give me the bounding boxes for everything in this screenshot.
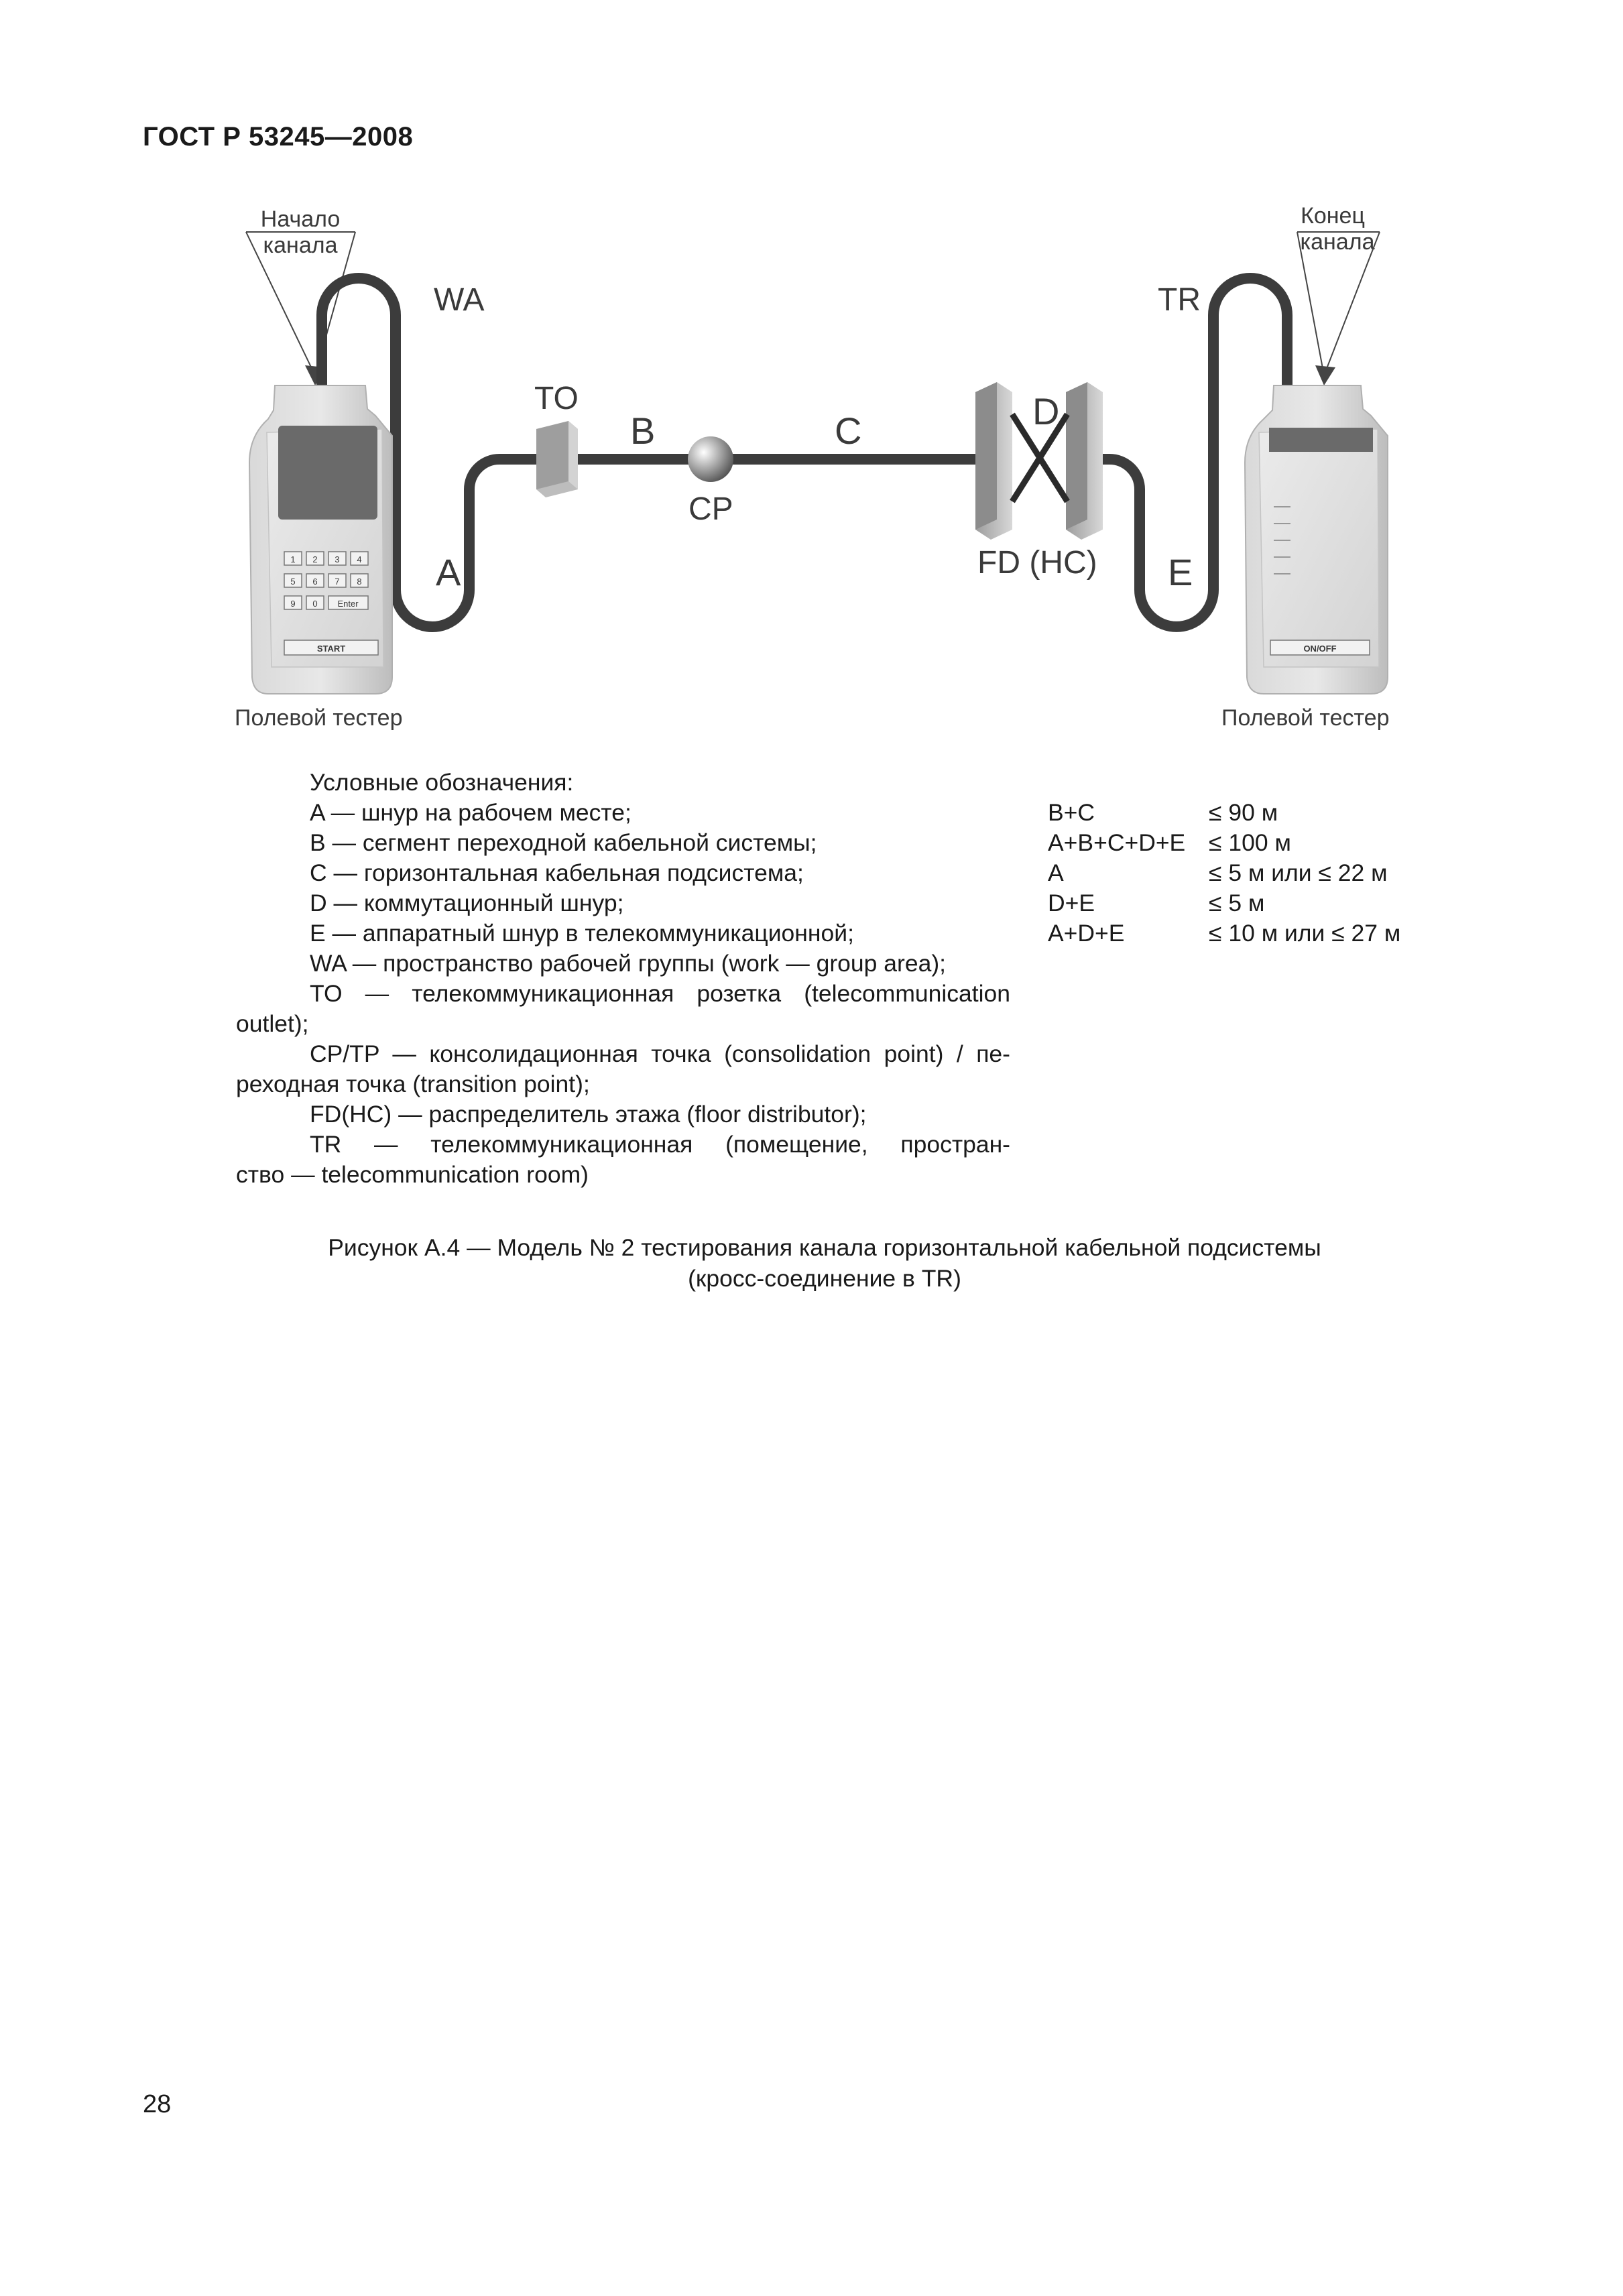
label-d: D [1032,390,1060,432]
legend-item-to-line1: TO — телекоммуникационная розетка (telecommunication [310,980,1010,1007]
limit-row [1048,798,1400,828]
channel-end-line1: Конец [1301,203,1365,229]
key-3: 3 [335,554,340,564]
legend [236,768,1010,1190]
label-cp: CP [688,491,733,527]
label-a: A [436,551,461,593]
channel-end-line2: канала [1300,229,1375,255]
key-2: 2 [312,554,318,564]
limit-value: ≤ 90 м [1209,799,1278,826]
limit-key: A+D+E [1048,920,1125,947]
limit-row [1048,918,1400,949]
document-id: ГОСТ Р 53245—2008 [143,122,414,152]
legend-item-cp-line2: реходная точка (transition point); [236,1071,590,1097]
label-wa: WA [434,282,485,318]
limit-row [1048,828,1400,858]
key-4: 4 [357,554,362,564]
field-tester-left [249,385,392,694]
limit-key: B+C [1048,799,1095,826]
label-fd: FD (HC) [977,545,1097,581]
label-c: C [835,410,862,452]
channel-start-label [246,206,355,385]
label-e: E [1168,551,1193,593]
limit-key: D+E [1048,890,1095,916]
tester-left-caption: Полевой тестер [235,705,403,731]
figure-caption-line2: (кросс-соединение в TR) [688,1265,961,1292]
field-tester-right [1245,385,1388,694]
legend-item-cp-line1: CP/TP — консолидационная точка (consolidation point) / пе- [310,1040,1010,1067]
legend-item-c: C — горизонтальная кабельная подсистема; [310,859,804,886]
legend-item-wa: WA — пространство рабочей группы (work — group area); [310,950,947,977]
legend-item-tr-line2: ство — telecommunication room) [236,1161,589,1188]
legend-item-e: E — аппаратный шнур в телекоммуникационной; [310,920,854,947]
cables [322,278,1287,627]
channel-start-line2: канала [263,233,338,258]
telecom-outlet [536,421,578,497]
key-9: 9 [290,599,296,609]
key-7: 7 [335,577,340,587]
legend-item-tr-line1: TR — телекоммуникационная (помещение, простран- [310,1131,1010,1158]
page-number: 28 [143,2090,172,2118]
legend-item-fd: FD(HC) — распределитель этажа (floor distributor); [310,1101,867,1128]
tester-screen [278,426,377,520]
key-5: 5 [290,577,296,587]
limit-value: ≤ 5 м или ≤ 22 м [1209,859,1388,886]
key-8: 8 [357,577,362,587]
label-b: B [630,410,656,452]
limit-key: A [1048,859,1064,886]
label-to: TO [534,381,579,416]
channel-end-label [1297,203,1380,385]
limit-value: ≤ 5 м [1209,890,1265,916]
channel-test-diagram [0,0,1623,751]
key-0: 0 [312,599,318,609]
legend-item-to-line2: outlet); [236,1010,309,1037]
tester-display-strip [1269,428,1373,452]
start-button-label: START [316,644,346,654]
onoff-button-label: ON/OFF [1303,644,1337,654]
limit-key: A+B+C+D+E [1048,829,1186,856]
limit-value: ≤ 10 м или ≤ 27 м [1209,920,1401,947]
key-enter: Enter [337,599,359,609]
legend-item-b: B — сегмент переходной кабельной системы; [310,829,817,856]
consolidation-point [688,436,733,482]
limit-row [1048,858,1400,888]
figure-caption-line1: Рисунок А.4 — Модель № 2 тестирования канала горизонтальной кабельной подсистемы [328,1234,1321,1261]
legend-item-d: D — коммутационный шнур; [310,890,624,916]
label-tr: TR [1158,282,1201,318]
legend-title: Условные обозначения: [310,769,574,796]
length-limits [1048,798,1400,949]
limit-row [1048,888,1400,918]
figure-caption [201,1232,1448,1294]
key-6: 6 [312,577,318,587]
channel-start-line1: Начало [260,206,341,232]
key-1: 1 [290,554,296,564]
tester-right-caption: Полевой тестер [1221,705,1390,731]
legend-item-a: A — шнур на рабочем месте; [310,799,632,826]
limit-value: ≤ 100 м [1209,829,1291,856]
